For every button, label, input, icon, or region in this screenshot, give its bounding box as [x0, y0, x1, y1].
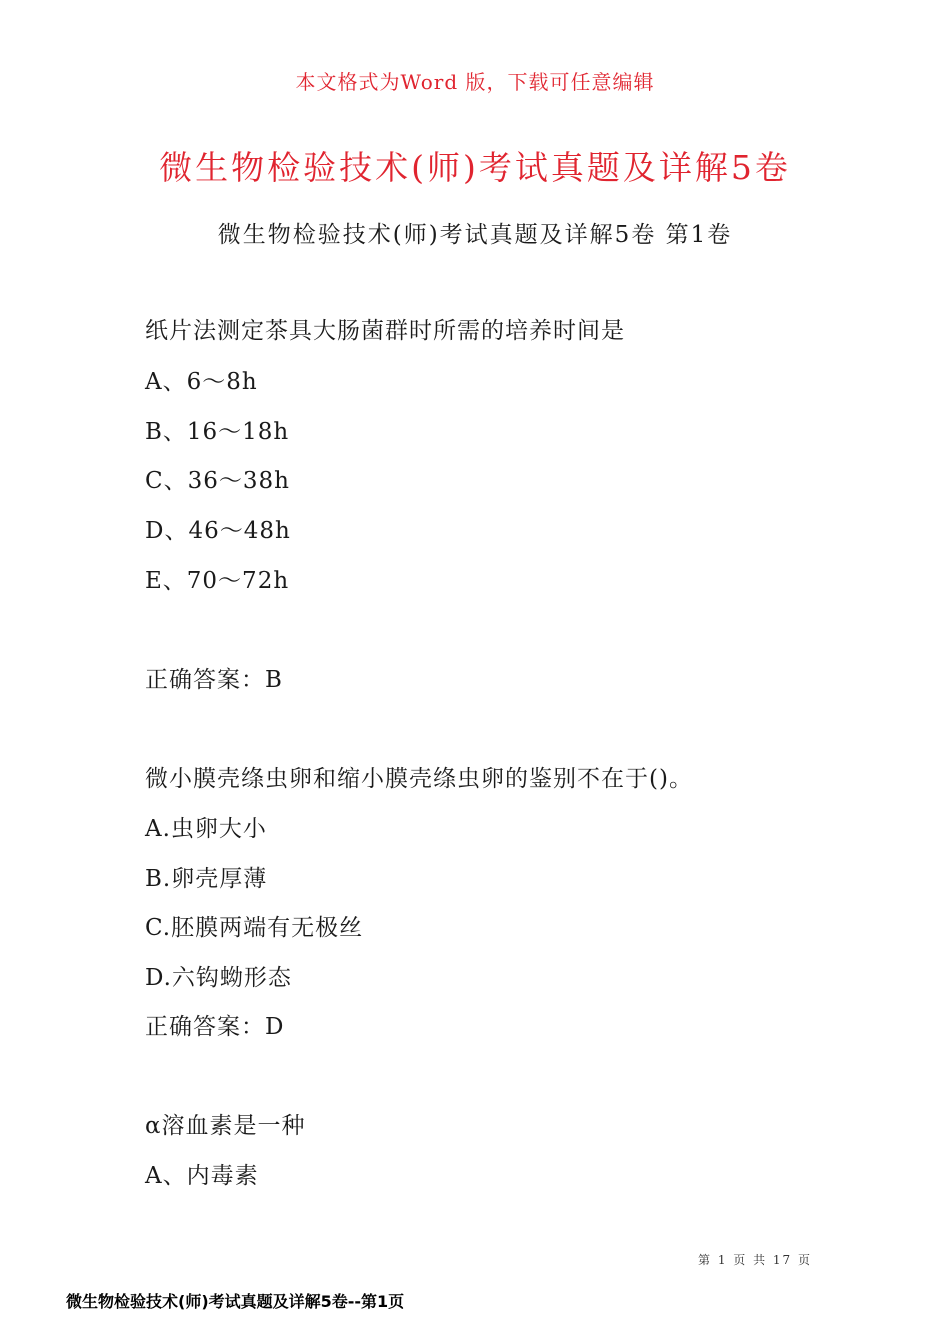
question-2-stem: 微小膜壳绦虫卵和缩小膜壳绦虫卵的鉴别不在于()。: [145, 766, 693, 792]
question-1-stem: 纸片法测定茶具大肠菌群时所需的培养时间是: [145, 318, 625, 344]
document-subtitle: 微生物检验技术(师)考试真题及详解5卷 第1卷: [217, 222, 733, 248]
question-3-stem: α溶血素是一种: [145, 1113, 306, 1139]
question-2-option-d: D.六钩蚴形态: [145, 965, 292, 991]
question-1-option-d: D、46～48h: [145, 518, 291, 544]
question-1-option-e: E、70～72h: [145, 568, 290, 594]
question-2-option-b: B.卵壳厚薄: [145, 866, 268, 892]
question-1-answer: 正确答案：B: [145, 667, 283, 693]
page-number: 第 1 页 共 17 页: [698, 1253, 812, 1267]
question-1-option-a: A、6～8h: [145, 369, 258, 395]
format-notice: 本文格式为Word 版，下载可任意编辑: [295, 70, 655, 94]
question-2-option-c: C.胚膜两端有无极丝: [145, 915, 364, 941]
question-1-option-b: B、16～18h: [145, 419, 290, 445]
question-3-option-a: A、内毒素: [145, 1163, 259, 1189]
footer-caption: 微生物检验技术(师)考试真题及详解5卷--第1页: [66, 1292, 405, 1311]
question-2-answer: 正确答案：D: [145, 1014, 285, 1040]
question-2-option-a: A.虫卵大小: [145, 816, 267, 842]
question-1-option-c: C、36～38h: [145, 468, 290, 494]
document-title: 微生物检验技术(师)考试真题及详解5卷: [159, 148, 791, 187]
